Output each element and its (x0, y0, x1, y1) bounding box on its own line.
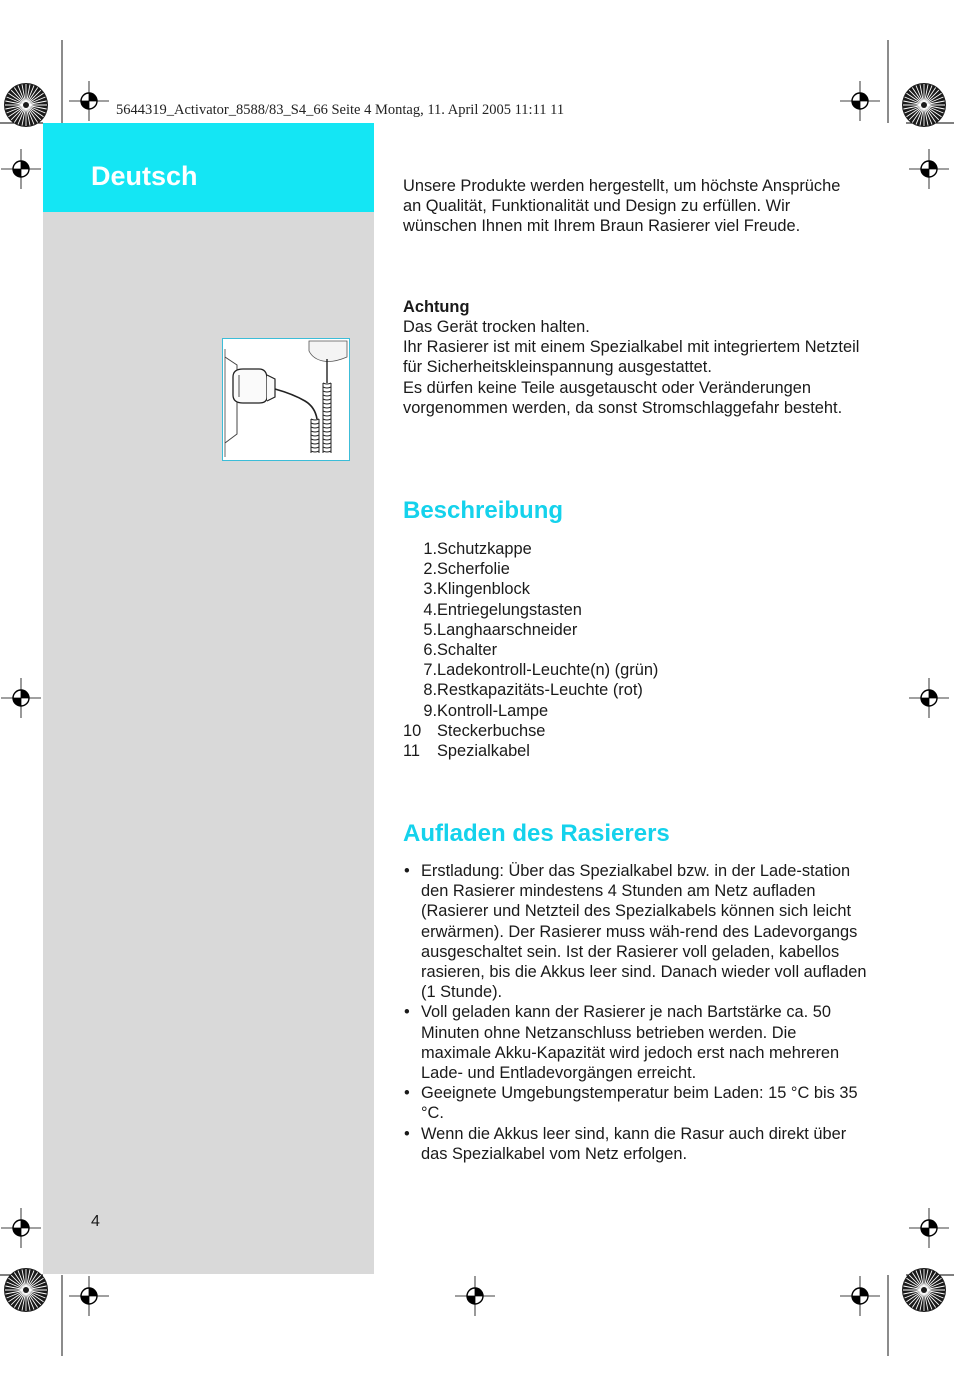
item-number: 1. (423, 540, 437, 558)
parts-list (403, 539, 658, 761)
achtung-paragraph: Das Gerät trocken halten. (403, 318, 590, 336)
achtung-body (403, 317, 873, 418)
bullet-text: Geeignete Umgebungstemperatur beim Laden: 15 °C bis 35 °C. (421, 1084, 858, 1123)
item-number: 11 (403, 742, 421, 761)
item-label: Ladekontroll-Leuchte(n) (grün) (437, 661, 659, 680)
item-number: 7. (423, 661, 437, 680)
item-number: 2. (423, 560, 437, 579)
list-item (403, 600, 658, 620)
beschreibung-heading: Beschreibung (403, 497, 564, 524)
item-label: Spezialkabel (437, 742, 530, 761)
list-item (403, 861, 868, 1002)
list-item (403, 1002, 868, 1083)
item-label: Schalter (437, 641, 498, 660)
item-number: 6. (423, 641, 437, 660)
list-item (403, 539, 658, 559)
list-item (403, 680, 658, 700)
list-item (403, 559, 658, 579)
plug-cable-illustration (222, 338, 350, 461)
item-label: Klingenblock (437, 580, 530, 599)
aufladen-heading: Aufladen des Rasierers (403, 820, 670, 847)
sidebar-panel (43, 123, 374, 1274)
list-item (403, 1083, 868, 1123)
bullet-text: Voll geladen kann der Rasierer je nach Bartstärke ca. 50 Minuten ohne Netzanschluss betrieben werden. Die maximale Akku-Kapazität wird jedoch erst nach mehreren Lade- und Entladevorgängen erreicht. (421, 1003, 840, 1083)
achtung-paragraph: Es dürfen keine Teile ausgetauscht oder Veränderungen vorgenommen werden, da sonst Stromschlaggefahr besteht. (403, 378, 843, 417)
list-item (403, 660, 658, 680)
item-number: 4. (423, 600, 437, 619)
item-label: Steckerbuchse (437, 721, 546, 740)
list-item (403, 579, 658, 599)
list-item (403, 721, 658, 741)
item-label: Scherfolie (437, 560, 510, 579)
item-label: Langhaarschneider (437, 620, 578, 639)
plug-socket-icon (223, 339, 348, 459)
bullet-icon: • (404, 1003, 410, 1022)
item-label: Entriegelungstasten (437, 600, 582, 619)
list-item (403, 741, 658, 761)
bullet-icon: • (404, 1084, 410, 1103)
print-header: 5644319_Activator_8588/83_S4_66 Seite 4 Montag, 11. April 2005 11:11 11 (116, 102, 565, 118)
item-number: 10 (403, 721, 422, 740)
bullet-text: Erstladung: Über das Spezialkabel bzw. in der Lade-station den Rasierer mindestens 4 Stunden am Netz aufladen (Rasierer und Netzteil des Spezialkabels können sich leicht erwärmen). Der Rasierer muss wäh-rend des Ladevorgangs ausgeschaltet sein. Ist der Rasierer voll geladen, kabellos rasieren, bis die Akkus leer sind. Danach wieder voll aufladen (1 Stunde). (421, 862, 867, 1002)
list-item (403, 701, 658, 721)
item-label: Restkapazitäts-Leuchte (rot) (437, 681, 643, 700)
item-number: 5. (423, 620, 437, 639)
charging-bullets (403, 861, 868, 1164)
achtung-heading: Achtung (403, 298, 470, 316)
item-label: Kontroll-Lampe (437, 701, 549, 720)
bullet-text: Wenn die Akkus leer sind, kann die Rasur auch direkt über das Spezialkabel vom Netz erfolgen. (421, 1124, 847, 1163)
list-item (403, 1124, 868, 1164)
page-number: 4 (91, 1213, 100, 1230)
list-item (403, 620, 658, 640)
item-number: 9. (423, 701, 437, 720)
language-title: Deutsch (91, 161, 198, 191)
achtung-paragraph: Ihr Rasierer ist mit einem Spezialkabel mit integriertem Netzteil für Sicherheitskleinspannung ausgestattet. (403, 338, 860, 377)
intro-paragraph: Unsere Produkte werden hergestellt, um höchste Ansprüche an Qualität, Funktionalität und Design zu erfüllen. Wir wünschen Ihnen mit Ihrem Braun Rasierer viel Freude. (403, 177, 841, 236)
item-label: Schutzkappe (437, 540, 532, 558)
item-number: 3. (423, 580, 437, 599)
item-number: 8. (423, 681, 437, 700)
list-item (403, 640, 658, 660)
bullet-icon: • (404, 862, 410, 880)
bullet-icon: • (404, 1124, 410, 1143)
